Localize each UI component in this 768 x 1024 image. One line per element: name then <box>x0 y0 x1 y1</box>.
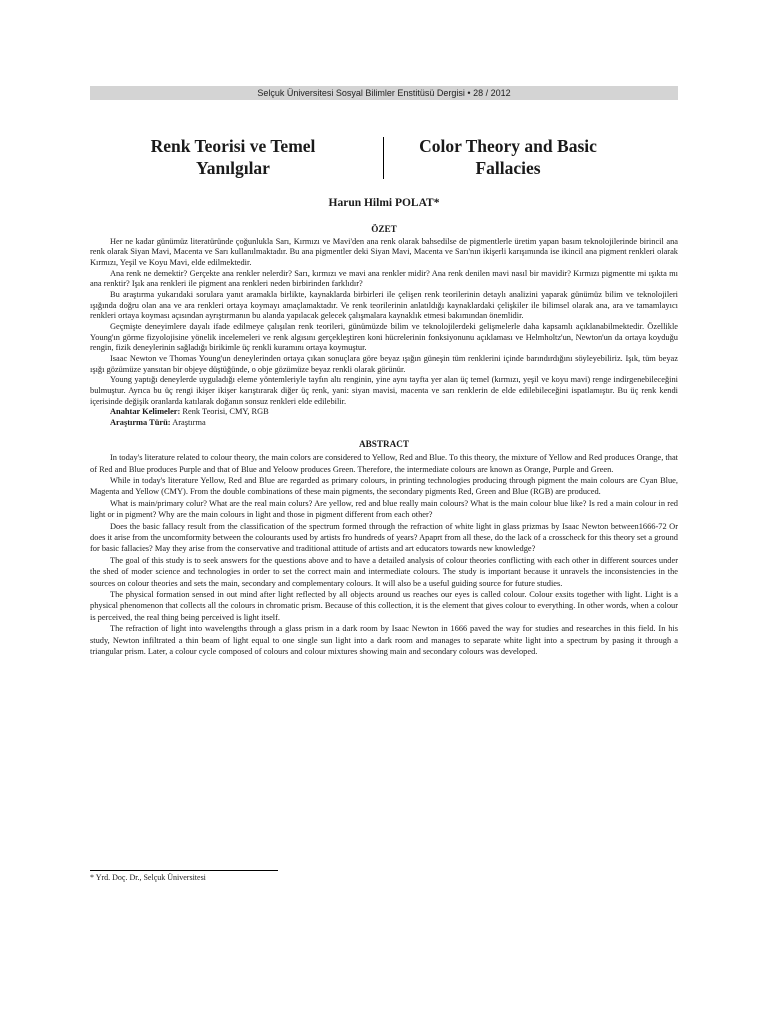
ozet-paragraph: Geçmişte deneyimlere dayalı ifade edilmeye çalışılan renk teorileri, günümüzde bilim ve teknolojilerdeki gelişmelerle daha kapsamlı açıklanabilmektedir. Özellikle Young'ın görme fizyolojisine yönelik incelemeleri ve renk algısını gerçekleştiren koni hücrelerinin fonksiyonunu açıklaması ve Helmholtz'un, Newton'un da ortaya koyduğu rengin, fizik deneylerinin sağladığı birikimle üç renkli kuramını ortaya koymuştur. <box>90 321 678 353</box>
research-type-line <box>90 418 678 429</box>
abstract-paragraph: Does the basic fallacy result from the classification of the spectrum formed through the refraction of white light in glass prizmas by Isaac Newton between1666-72 Or does it arise from the uncomformity between the colourants used by artists fro hundreds of years? Apaprt from all these, do the lack of a crosscheck for this theory set a ground for basic fallacies? May they arise from the conservative and traditional attitude of artists and art educators towards new knowledge? <box>90 521 678 554</box>
article-body <box>90 224 678 657</box>
author-name: Harun Hilmi POLAT* <box>328 197 440 209</box>
footnote-divider <box>90 870 278 871</box>
research-type-value: Araştırma <box>172 417 206 427</box>
ozet-paragraph: Isaac Newton ve Thomas Young'un deneylerinden ortaya çıkan sonuçlara göre beyaz ışığın güneşin tüm renklerini içinde barındırdığını söyleyebiliriz. Işık, tüm beyaz ışığı gözümüze yansıtan bir objeye düştüğünde, o obje gözümüze beyaz renkli olarak görünür. <box>90 353 678 374</box>
ozet-paragraph: Young yaptığı deneylerde uyguladığı eleme yöntemleriyle tayfın altı renginin, yine aynı tayfta yer alan üç temel (kırmızı, yeşil ve koyu mavi) renge indirgenebileceğini bulmuştur. Ayrıca bu üç rengi ikişer ikişer karıştırarak diğer üç renk, yani: siyan mavisi, macenta ve sarı renklerin de elde edilebileceğini ispatlamıştır. Bu üç renk kendi içerisinde değişik oranlarda katılarak doğanın sonsuz renkleri elde edilebilir. <box>90 375 678 406</box>
abstract-section <box>90 452 678 657</box>
ozet-paragraph: Her ne kadar günümüz literatüründe çoğunlukla Sarı, Kırmızı ve Mavi'den ana renk olarak bahsedilse de pigmentlerle üretim yapan basım teknolojilerinde birincil ana renk olarak Siyan Mavi, Macenta ve Sarı kullanılmaktadır. Bu ana pigmentler deki Siyan Mavi, Macenta ve Sarı'nın ikişerli karışımında ise ikincil ana pigment renkleri olarak Kırmızı, Yeşil ve Koyu Mavi, elde edilmektedir. <box>90 236 678 267</box>
keywords-line <box>90 407 678 418</box>
ozet-paragraph: Ana renk ne demektir? Gerçekte ana renkler nelerdir? Sarı, kırmızı ve mavi ana renkler midir? Ana renk denilen mavi nasıl bir mavidir? Kırmızı pigmentte mi ışıkta mı ana renktir? Işık ana renkleri ile pigment ana renkleri neden birbirinden farklıdır? <box>90 268 678 289</box>
keywords-label: Anahtar Kelimeler: <box>110 407 181 417</box>
research-type-label: Araştırma Türü: <box>110 417 171 427</box>
title-english: Color Theory and Basic Fallacies <box>419 136 597 178</box>
title-turkish: Renk Teorisi ve Temel Yanılgılar <box>150 136 316 178</box>
journal-header-text: Selçuk Üniversitesi Sosyal Bilimler Enstitüsü Dergisi • 28 / 2012 <box>257 88 511 98</box>
ozet-heading: ÖZET <box>371 224 397 234</box>
abstract-paragraph: The goal of this study is to seek answers for the questions above and to have a detailed analysis of colour theories conflicting with each other in different sources under the shed of moder science and technologies in order to set the correct main and intermediate colours. The study is important because it unravels the inconsistencies in the sources on colour theories and sets the main, secondary and complementary colours. It will also be a useful guiding source for future studies. <box>90 555 678 588</box>
abstract-paragraph: In today's literature related to colour theory, the main colors are considered to Yellow, Red and Blue. To this theory, the mixture of Yellow and Red produces Orange, that of Red and Blue produces Purple and that of Blue and Yeloow produces Green. Therefore, the intermediate colours are known as Orange, Purple and Green. <box>90 453 678 474</box>
abstract-paragraph: The physical formation sensed in out mind after light reflected by all objects around us reaches our eyes is called colour. Colour exsits together with light. Light is a physical phenomenon that collects all the colours in chromatic prism. Because of this collection, it is the element that gives colour to everything. In other words, when a colour is perceived, the real thing being perceived is light itself. <box>90 590 678 622</box>
ozet-section <box>90 237 678 408</box>
keywords-value: Renk Teorisi, CMY, RGB <box>182 407 269 417</box>
abstract-heading: ABSTRACT <box>358 439 410 450</box>
footnote: * Yrd. Doç. Dr., Selçuk Üniversitesi <box>90 873 206 882</box>
journal-header-bar <box>90 86 678 100</box>
title-divider <box>383 137 384 179</box>
ozet-paragraph: Bu araştırma yukarıdaki sorulara yanıt aramakla birlikte, kaynaklarda birbirleri ile çelişen renk teorilerinin detaylı analizini yaparak günümüz bilim ve teknolojileri ışığında doğru olan ana ve ara renkleri ortaya koymayı amaçlamaktadır. Ve renk teorilerinin anlatıldığı kaynaklardaki çelişkiler ile bilimsel olarak ana, ara ve tamamlayıcı renkleri ortaya koyması açısından ayrıştırmanın bu alanda yapılacak gelecek çalışmalara kaynaklık etmesi bakımından önemlidir. <box>90 289 678 321</box>
abstract-paragraph: What is main/primary colur? What are the real main colurs? Are yellow, red and blue really main colours? What is the main colour blue like? Is red a main colour in red light or in pigment? Why are the main colours in light and those in pigment different from each other? <box>90 498 678 520</box>
abstract-paragraph: While in today's literature Yellow, Red and Blue are regarded as primary colours, in printing technologies producing through pigment the main colours are Cyan Blue, Magenta and Yellow (CMY). From the double combinations of these main pigments, the secondary pigments Red, Green and Blue (RGB) are produced. <box>90 475 678 497</box>
abstract-paragraph: The refraction of light into wavelengths through a glass prism in a dark room by Isaac Newton in 1666 paved the way for studies and researches in this field. In his study, Newton infiltrated a thin beam of light equal to one single sun light into a dark room and manages to separate white light into a spectrum by pasing it through a triangular prism. Later, a colour cycle composed of colours and colour mixtures showing main and secondary colours was developed. <box>90 624 678 657</box>
